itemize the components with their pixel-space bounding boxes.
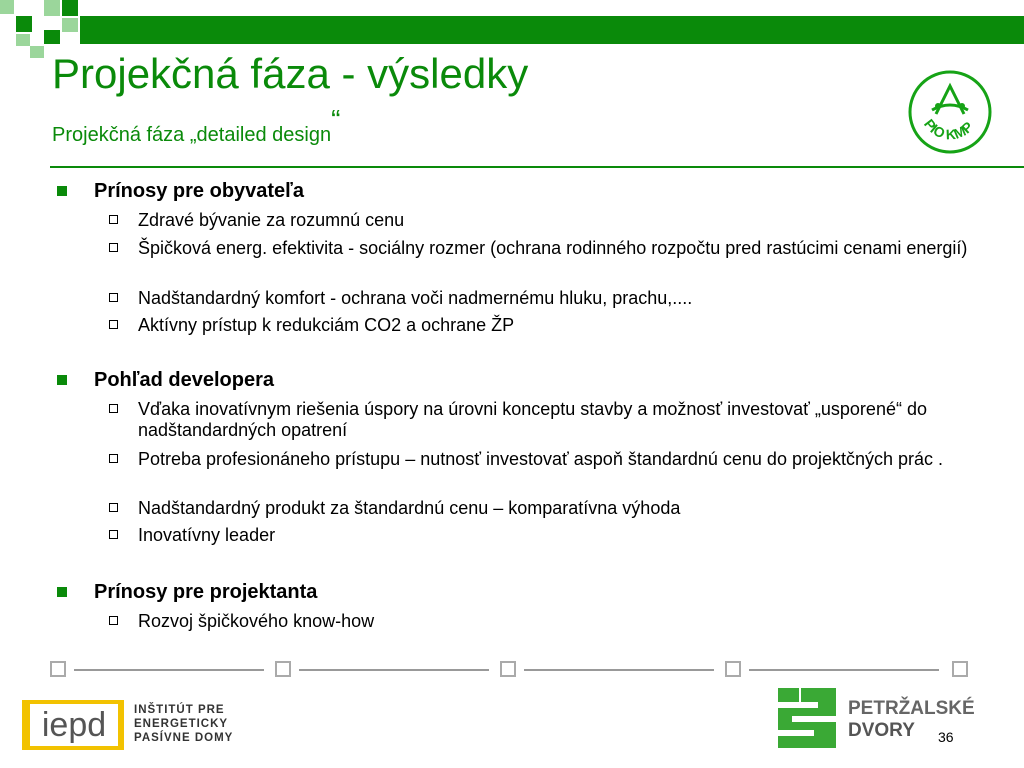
petrzalske-dvory-logo-mark: [778, 688, 836, 748]
section-bullet: [57, 587, 67, 597]
pd-line1: PETRŽALSKÉ: [848, 698, 975, 719]
section-title: Pohľad developera: [94, 369, 274, 391]
list-item: Inovatívny leader: [138, 525, 276, 545]
section-title: Prínosy pre projektanta: [94, 581, 318, 603]
sub-bullet: [109, 454, 118, 463]
pio-kmp-logo: [908, 70, 992, 154]
sub-bullet: [109, 215, 118, 224]
sub-bullet: [109, 293, 118, 302]
iepd-logo-mark: iepd: [30, 704, 118, 746]
list-item: Nadštandardný produkt za štandardnú cenu – komparatívna výhoda: [138, 498, 681, 518]
pd-line2: DVORY: [848, 720, 915, 741]
list-item: Nadštandardný komfort - ochrana voči nadmernému hluku, prachu,....: [138, 288, 693, 308]
slide-title: Projekčná fáza - výsledky: [52, 50, 529, 97]
sub-bullet: [109, 616, 118, 625]
section-bullet: [57, 186, 67, 196]
sub-bullet: [109, 404, 118, 413]
sub-bullet: [109, 503, 118, 512]
header-green-bar: [80, 16, 1024, 44]
list-item: Zdravé bývanie za rozumnú cenu: [138, 210, 405, 230]
list-item: Rozvoj špičkového know-how: [138, 611, 375, 631]
sub-bullet: [109, 530, 118, 539]
section-bullet: [57, 375, 67, 385]
sub-bullet: [109, 243, 118, 252]
petrzalske-dvory-logo-text: [848, 698, 975, 742]
page-number: 36: [938, 729, 954, 745]
iepd-logo-text: [134, 703, 233, 745]
sub-bullet: [109, 320, 118, 329]
iepd-line: ENERGETICKY: [134, 718, 229, 730]
list-item: Potreba profesionáneho prístupu – nutnosť investovať aspoň štandardnú cenu do projektčných prác .: [138, 449, 944, 469]
list-item: Aktívny prístup k redukciám CO2 a ochrane ŽP: [138, 315, 515, 335]
subtitle-text: Projekčná fáza „detailed design: [52, 124, 332, 146]
iepd-line: INŠTITÚT PRE: [134, 704, 225, 716]
list-item: Špičková energ. efektivita - sociálny rozmer (ochrana rodinného rozpočtu pred rastúcimi cenami energií): [138, 238, 968, 258]
header-divider: [50, 166, 1024, 168]
slide-subtitle: [52, 104, 341, 148]
svg-text:PIO KMP: [921, 116, 976, 142]
subtitle-quote: “: [331, 104, 341, 135]
iepd-line: PASÍVNE DOMY: [134, 732, 234, 744]
pio-kmp-logo-text: PIO KMP: [921, 115, 977, 143]
section-title: Prínosy pre obyvateľa: [94, 180, 305, 202]
list-item: Vďaka inovatívnym riešenia úspory na úrovni konceptu stavby a možnosť investovať „usporené“ do nadštandardných opatrení: [138, 399, 927, 440]
